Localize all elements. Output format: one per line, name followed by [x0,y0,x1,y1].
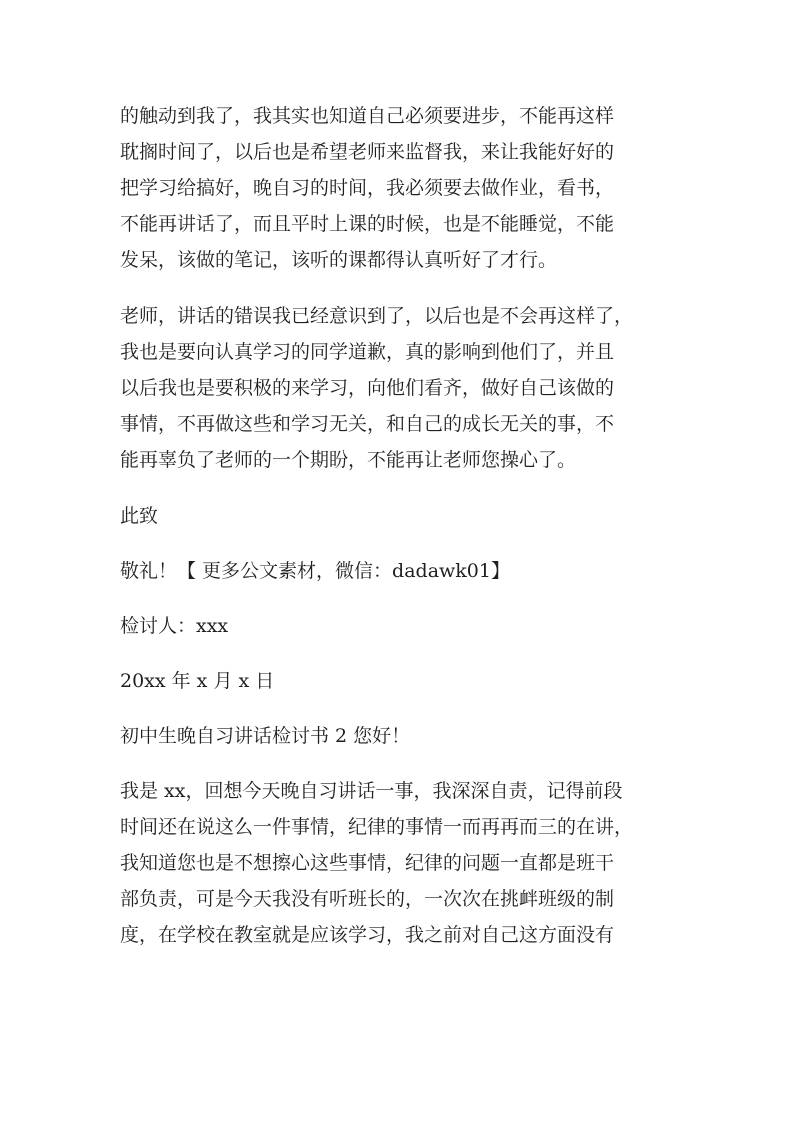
date-text: 20xx 年 x 月 x 日 [120,670,275,692]
text-line: 发呆，该做的笔记，该听的课都得认真听好了才行。 [120,249,558,271]
document-body [120,98,690,973]
text-line: 部负责，可是今天我没有听班长的，一次次在挑衅班级的制 [120,888,615,910]
signer-text: 检讨人：xxx [120,615,229,637]
text-line: 以后我也是要积极的来学习，向他们看齐，做好自己该做的 [120,377,615,399]
text-line: 不能再讲话了，而且平时上课的时候，也是不能睡觉，不能 [120,213,615,235]
paragraph-1 [120,98,690,278]
text-line: 老师，讲话的错误我已经意识到了，以后也是不会再这样了， [120,305,634,327]
second-title-line [120,718,690,754]
text-line: 我也是要向认真学习的同学道歉，真的影响到他们了，并且 [120,341,615,363]
text-line: 我是 xx，回想今天晚自习讲话一事，我深深自责，记得前段 [120,780,623,802]
salute-text: 敬礼！【 更多公文素材，微信：dadawk01】 [120,560,510,582]
signer-line [120,608,690,644]
text-line: 我知道您也是不想擦心这些事情，纪律的问题一直都是班干 [120,852,615,874]
date-line [120,663,690,699]
text-line: 事情，不再做这些和学习无关，和自己的成长无关的事，不 [120,413,615,435]
second-title-text: 初中生晚自习讲话检讨书 2 您好！ [120,725,411,747]
closing-line [120,498,690,534]
text-line: 把学习给搞好，晚自习的时间，我必须要去做作业，看书， [120,177,615,199]
closing-text: 此致 [120,505,159,527]
text-line: 的触动到我了，我其实也知道自己必须要进步，不能再这样 [120,105,615,127]
text-line: 时间还在说这么一件事情，纪律的事情一而再再而三的在讲， [120,816,634,838]
text-line: 度，在学校在教室就是应该学习，我之前对自己这方面没有 [120,924,615,946]
text-line: 耽搁时间了，以后也是希望老师来监督我，来让我能好好的 [120,141,615,163]
salute-line [120,553,690,589]
text-line: 能再辜负了老师的一个期盼，不能再让老师您操心了。 [120,449,577,471]
paragraph-3 [120,773,690,953]
paragraph-2 [120,298,690,478]
